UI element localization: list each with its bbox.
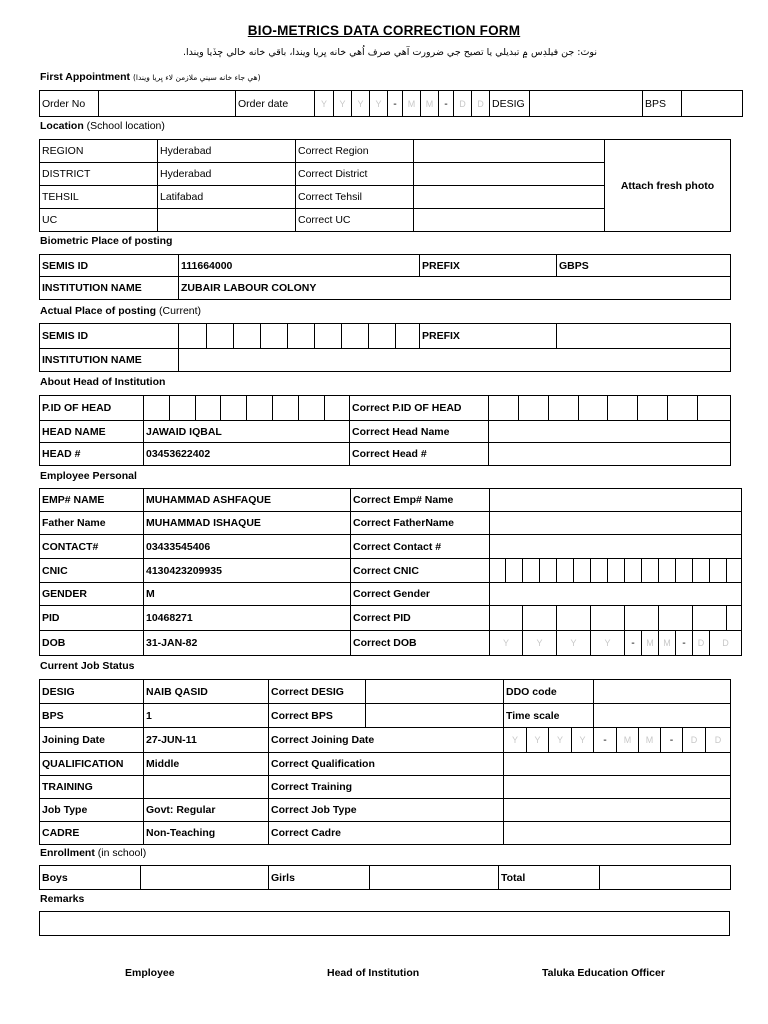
job-type-label: Job Type xyxy=(40,799,144,822)
correct-uc-field[interactable] xyxy=(414,209,605,232)
correct-tehsil-field[interactable] xyxy=(414,186,605,209)
order-date-year-box[interactable]: Y xyxy=(352,91,370,117)
order-date-month-box[interactable]: M xyxy=(403,91,421,117)
correct-cnic-label: Correct CNIC xyxy=(351,559,490,583)
desig-value: NAIB QASID xyxy=(144,680,269,704)
correct-head-pid-digit-box[interactable] xyxy=(698,396,731,421)
date-separator: - xyxy=(625,631,642,656)
correct-cnic-digit-box[interactable] xyxy=(710,559,727,583)
correct-head-pid-digit-box[interactable] xyxy=(519,396,549,421)
joining-date-value: 27-JUN-11 xyxy=(144,728,269,753)
date-separator: - xyxy=(594,728,617,753)
correct-head-pid-digit-box[interactable] xyxy=(668,396,698,421)
biometric-place-table xyxy=(39,254,731,300)
dob-day-box[interactable]: D xyxy=(710,631,742,656)
cnic-value: 4130423209935 xyxy=(144,559,351,583)
girls-field[interactable] xyxy=(370,866,499,890)
semis-digit-box[interactable] xyxy=(342,324,369,349)
prefix-label: PREFIX xyxy=(420,324,557,349)
joining-year-box[interactable]: Y xyxy=(527,728,549,753)
gender-label: GENDER xyxy=(40,583,144,606)
ddo-code-label: DDO code xyxy=(504,680,594,704)
joining-day-box[interactable]: D xyxy=(706,728,731,753)
section-employee xyxy=(40,470,137,482)
correct-qualification-label: Correct Qualification xyxy=(269,753,504,776)
order-date-day-box[interactable]: D xyxy=(472,91,490,117)
correct-tehsil-label: Correct Tehsil xyxy=(296,186,414,209)
institution-name-field[interactable] xyxy=(179,349,731,372)
correct-cnic-digit-box[interactable] xyxy=(540,559,557,583)
correct-joining-date-label: Correct Joining Date xyxy=(269,728,504,753)
section-heading-sub: (School location) xyxy=(86,120,165,132)
correct-desig-field[interactable] xyxy=(366,680,504,704)
correct-cnic-digit-box[interactable] xyxy=(676,559,693,583)
semis-digit-box[interactable] xyxy=(234,324,261,349)
section-head xyxy=(40,376,165,388)
correct-head-pid-digit-box[interactable] xyxy=(489,396,519,421)
pid-label: PID xyxy=(40,606,144,631)
district-label: DISTRICT xyxy=(40,163,158,186)
head-number-value: 03453622402 xyxy=(144,443,350,466)
correct-pid-digit-box[interactable] xyxy=(625,606,659,631)
order-date-year-box[interactable]: Y xyxy=(334,91,352,117)
correct-cnic-digit-box[interactable] xyxy=(557,559,574,583)
photo-label: Attach fresh photo xyxy=(620,179,715,192)
correct-cnic-margin xyxy=(490,559,506,583)
correct-cnic-digit-box[interactable] xyxy=(506,559,523,583)
head-number-label: HEAD # xyxy=(40,443,144,466)
semis-id-label: SEMIS ID xyxy=(40,324,179,349)
correct-training-label: Correct Training xyxy=(269,776,504,799)
semis-digit-box[interactable] xyxy=(315,324,342,349)
correct-pid-digit-box[interactable] xyxy=(523,606,557,631)
dob-month-box[interactable]: M xyxy=(642,631,659,656)
girls-label: Girls xyxy=(269,866,370,890)
correct-qualification-field[interactable] xyxy=(504,753,731,776)
correct-cnic-digit-box[interactable] xyxy=(574,559,591,583)
section-heading: Enrollment xyxy=(40,847,95,859)
head-pid-digit-box[interactable] xyxy=(325,396,350,421)
bps-field[interactable] xyxy=(682,91,743,117)
contact-label: CONTACT# xyxy=(40,535,144,559)
section-heading-sub: (Current) xyxy=(159,305,202,317)
correct-cnic-digit-box[interactable] xyxy=(659,559,676,583)
correct-pid-digit-box[interactable] xyxy=(591,606,625,631)
correct-head-pid-digit-box[interactable] xyxy=(638,396,668,421)
prefix-field[interactable] xyxy=(557,324,731,349)
tehsil-label: TEHSIL xyxy=(40,186,158,209)
institution-name-value: ZUBAIR LABOUR COLONY xyxy=(179,277,731,300)
cadre-value: Non-Teaching xyxy=(144,822,269,845)
gender-value: M xyxy=(144,583,351,606)
correct-pid-digit-box[interactable] xyxy=(557,606,591,631)
uc-label: UC xyxy=(40,209,158,232)
correct-cadre-field[interactable] xyxy=(504,822,731,845)
desig-label: DESIG xyxy=(490,91,530,117)
time-scale-label: Time scale xyxy=(504,704,594,728)
correct-head-pid-digit-box[interactable] xyxy=(608,396,638,421)
joining-year-box[interactable]: Y xyxy=(572,728,594,753)
qualification-value: Middle xyxy=(144,753,269,776)
section-heading: Current Job Status xyxy=(40,660,135,672)
bps-value: 1 xyxy=(144,704,269,728)
head-pid-digit-box[interactable] xyxy=(273,396,299,421)
correct-cnic-digit-box[interactable] xyxy=(642,559,659,583)
correct-contact-field[interactable] xyxy=(490,535,742,559)
order-no-label: Order No xyxy=(40,91,99,117)
ddo-code-field[interactable] xyxy=(594,680,731,704)
correct-uc-label: Correct UC xyxy=(296,209,414,232)
section-heading: Biometric Place of posting xyxy=(40,235,173,247)
desig-field[interactable] xyxy=(530,91,643,117)
head-pid-digit-box[interactable] xyxy=(247,396,273,421)
total-field[interactable] xyxy=(600,866,731,890)
correct-cnic-digit-box[interactable] xyxy=(608,559,625,583)
dob-value: 31-JAN-82 xyxy=(144,631,351,656)
order-date-month-box[interactable]: M xyxy=(421,91,439,117)
correct-head-number-field[interactable] xyxy=(489,443,731,466)
section-location xyxy=(40,120,165,132)
qualification-label: QUALIFICATION xyxy=(40,753,144,776)
correct-gender-field[interactable] xyxy=(490,583,742,606)
institution-name-label: INSTITUTION NAME xyxy=(40,277,179,300)
actual-place-table xyxy=(39,323,731,372)
semis-digit-box[interactable] xyxy=(179,324,207,349)
dob-year-box[interactable]: Y xyxy=(523,631,557,656)
dob-year-box[interactable]: Y xyxy=(557,631,591,656)
joining-year-box[interactable]: Y xyxy=(549,728,572,753)
correct-cadre-label: Correct Cadre xyxy=(269,822,504,845)
head-pid-digit-box[interactable] xyxy=(221,396,247,421)
remarks-table xyxy=(39,911,730,936)
dob-year-box[interactable]: Y xyxy=(591,631,625,656)
joining-month-box[interactable]: M xyxy=(639,728,661,753)
correct-pid-digit-box[interactable] xyxy=(490,606,523,631)
region-value: Hyderabad xyxy=(158,140,296,163)
correct-job-type-label: Correct Job Type xyxy=(269,799,504,822)
order-date-year-box[interactable]: Y xyxy=(315,91,334,117)
joining-day-box[interactable]: D xyxy=(683,728,706,753)
section-heading-urdu: (هي جاء خانه سيني ملازمن لاء ڀريا ويندا) xyxy=(132,73,261,82)
section-heading: Employee Personal xyxy=(40,470,137,482)
section-heading: About Head of Institution xyxy=(40,376,166,388)
section-heading: Location xyxy=(40,120,84,132)
bps-label: BPS xyxy=(643,91,682,117)
contact-value: 03433545406 xyxy=(144,535,351,559)
correct-district-field[interactable] xyxy=(414,163,605,186)
correct-bps-label: Correct BPS xyxy=(269,704,366,728)
father-name-value: MUHAMMAD ISHAQUE xyxy=(144,512,351,535)
correct-cnic-digit-box[interactable] xyxy=(523,559,540,583)
order-date-year-box[interactable]: Y xyxy=(370,91,388,117)
instruction-note: نوٽ: جن فيلڊس ۾ تبديلي يا تصيح جي ضرورت آهي صرف اُهي خانه ڀريا ويندا، باقي خانه خالي ڇڏيا ويندا. xyxy=(183,47,597,58)
section-remarks xyxy=(40,893,84,905)
dob-label: DOB xyxy=(40,631,144,656)
cadre-label: CADRE xyxy=(40,822,144,845)
region-label: REGION xyxy=(40,140,158,163)
job-status-table xyxy=(39,679,731,845)
correct-father-name-field[interactable] xyxy=(490,512,742,535)
tehsil-value: Latifabad xyxy=(158,186,296,209)
head-pid-digit-box[interactable] xyxy=(299,396,325,421)
correct-head-name-field[interactable] xyxy=(489,421,731,443)
bps-label: BPS xyxy=(40,704,144,728)
correct-father-name-label: Correct FatherName xyxy=(351,512,490,535)
section-actual-place xyxy=(40,305,201,317)
order-no-field[interactable] xyxy=(99,91,236,117)
joining-date-label: Joining Date xyxy=(40,728,144,753)
correct-cnic-digit-box[interactable] xyxy=(591,559,608,583)
section-heading: Remarks xyxy=(40,893,85,905)
dob-year-box[interactable]: Y xyxy=(490,631,523,656)
correct-pid-digit-box[interactable] xyxy=(659,606,693,631)
prefix-value: GBPS xyxy=(557,255,731,277)
signature-employee: Employee xyxy=(125,967,175,979)
section-heading: First Appointment xyxy=(40,71,131,83)
date-separator: - xyxy=(661,728,683,753)
uc-value xyxy=(158,209,296,232)
correct-head-pid-label: Correct P.ID OF HEAD xyxy=(350,396,489,421)
head-pid-digit-box[interactable] xyxy=(170,396,196,421)
job-type-value: Govt: Regular xyxy=(144,799,269,822)
section-enrollment xyxy=(40,847,146,859)
section-heading: Actual Place of posting xyxy=(40,305,157,317)
order-date-day-box[interactable]: D xyxy=(454,91,472,117)
section-job-status xyxy=(40,660,135,672)
head-pid-digit-box[interactable] xyxy=(144,396,170,421)
institution-name-label: INSTITUTION NAME xyxy=(40,349,179,372)
correct-job-type-field[interactable] xyxy=(504,799,731,822)
emp-name-value: MUHAMMAD ASHFAQUE xyxy=(144,489,351,512)
correct-pid-digit-box[interactable] xyxy=(693,606,727,631)
correct-head-pid-digit-box[interactable] xyxy=(579,396,608,421)
head-pid-label: P.ID OF HEAD xyxy=(40,396,144,421)
semis-id-value: 111664000 xyxy=(179,255,420,277)
correct-head-pid-digit-box[interactable] xyxy=(549,396,579,421)
enrollment-table xyxy=(39,865,731,890)
correct-training-field[interactable] xyxy=(504,776,731,799)
training-value xyxy=(144,776,269,799)
first-appointment-table xyxy=(39,90,743,117)
training-label: TRAINING xyxy=(40,776,144,799)
location-table xyxy=(39,139,731,232)
semis-digit-box[interactable] xyxy=(369,324,396,349)
photo-box[interactable] xyxy=(605,140,731,232)
semis-digit-box[interactable] xyxy=(396,324,420,349)
correct-dob-label: Correct DOB xyxy=(351,631,490,656)
section-first-appointment xyxy=(40,71,261,83)
correct-pid-label: Correct PID xyxy=(351,606,490,631)
form-title: BIO-METRICS DATA CORRECTION FORM xyxy=(247,23,521,38)
employee-table xyxy=(39,488,742,656)
signature-head: Head of Institution xyxy=(327,967,420,979)
correct-bps-field[interactable] xyxy=(366,704,504,728)
head-name-label: HEAD NAME xyxy=(40,421,144,443)
dob-month-box[interactable]: M xyxy=(659,631,676,656)
head-name-value: JAWAID IQBAL xyxy=(144,421,350,443)
order-date-label: Order date xyxy=(236,91,315,117)
correct-desig-label: Correct DESIG xyxy=(269,680,366,704)
time-scale-field[interactable] xyxy=(594,704,731,728)
section-heading-sub: (in school) xyxy=(97,847,147,859)
correct-pid-digit-box[interactable] xyxy=(727,606,742,631)
correct-gender-label: Correct Gender xyxy=(351,583,490,606)
section-biometric-place xyxy=(40,235,172,247)
head-pid-digit-box[interactable] xyxy=(196,396,221,421)
correct-district-label: Correct District xyxy=(296,163,414,186)
semis-id-label: SEMIS ID xyxy=(40,255,179,277)
remarks-field[interactable] xyxy=(40,912,730,936)
boys-label: Boys xyxy=(40,866,141,890)
head-table xyxy=(39,395,731,466)
district-value: Hyderabad xyxy=(158,163,296,186)
correct-cnic-digit-box[interactable] xyxy=(693,559,710,583)
total-label: Total xyxy=(499,866,600,890)
semis-digit-box[interactable] xyxy=(261,324,288,349)
correct-region-field[interactable] xyxy=(414,140,605,163)
correct-head-name-label: Correct Head Name xyxy=(350,421,489,443)
boys-field[interactable] xyxy=(141,866,269,890)
pid-value: 10468271 xyxy=(144,606,351,631)
signature-teo: Taluka Education Officer xyxy=(542,967,665,979)
father-name-label: Father Name xyxy=(40,512,144,535)
correct-cnic-margin xyxy=(727,559,742,583)
date-separator: - xyxy=(388,91,403,117)
correct-head-number-label: Correct Head # xyxy=(350,443,489,466)
desig-label: DESIG xyxy=(40,680,144,704)
semis-digit-box[interactable] xyxy=(207,324,234,349)
correct-emp-name-label: Correct Emp# Name xyxy=(351,489,490,512)
correct-emp-name-field[interactable] xyxy=(490,489,742,512)
prefix-label: PREFIX xyxy=(420,255,557,277)
correct-region-label: Correct Region xyxy=(296,140,414,163)
date-separator: - xyxy=(676,631,693,656)
semis-digit-box[interactable] xyxy=(288,324,315,349)
joining-month-box[interactable]: M xyxy=(617,728,639,753)
cnic-label: CNIC xyxy=(40,559,144,583)
date-separator: - xyxy=(439,91,454,117)
correct-cnic-digit-box[interactable] xyxy=(625,559,642,583)
dob-day-box[interactable]: D xyxy=(693,631,710,656)
correct-contact-label: Correct Contact # xyxy=(351,535,490,559)
emp-name-label: EMP# NAME xyxy=(40,489,144,512)
joining-year-box[interactable]: Y xyxy=(504,728,527,753)
